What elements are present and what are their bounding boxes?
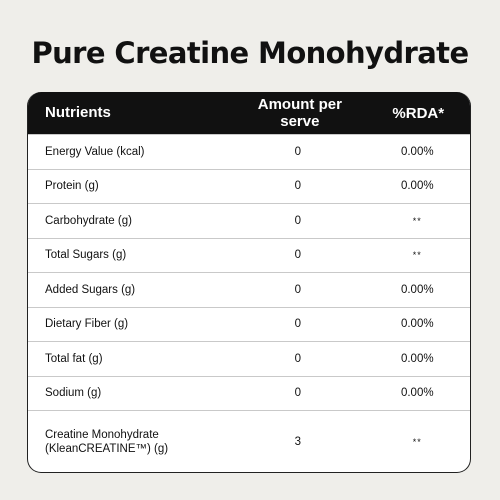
header-nutrients: Nutrients [45, 104, 111, 121]
table-row [28, 203, 470, 238]
rda-value: 0.00% [400, 318, 434, 331]
amount-value: 0 [294, 283, 302, 296]
amount-value: 3 [294, 435, 302, 448]
amount-value: 0 [294, 180, 302, 193]
table-row [28, 376, 470, 411]
table-row [28, 341, 470, 376]
rda-value: 0.00% [400, 283, 434, 296]
nutrition-table [27, 92, 471, 473]
nutrient-name-line2: (KleanCREATINE™) (g) [45, 442, 169, 455]
table-header [28, 92, 470, 134]
rda-value: ** [412, 215, 422, 226]
rda-value: 0.00% [400, 387, 434, 400]
nutrient-name: Added Sugars (g) [45, 283, 136, 296]
nutrient-name: Protein (g) [45, 180, 99, 193]
header-rda: %RDA* [392, 104, 445, 122]
table-row [28, 272, 470, 307]
nutrient-name-line1: Creatine Monohydrate [45, 428, 159, 441]
header-amount: Amount per serve [257, 96, 342, 130]
amount-value: 0 [294, 387, 302, 400]
amount-value: 0 [294, 318, 302, 331]
nutrient-name: Total Sugars (g) [45, 249, 127, 262]
amount-value: 0 [294, 352, 302, 365]
rda-value: 0.00% [400, 352, 434, 365]
table-row [28, 169, 470, 204]
nutrient-name: Total fat (g) [45, 352, 103, 365]
rda-value: 0.00% [400, 180, 434, 193]
nutrient-name [28, 428, 211, 456]
page-title: Pure Creatine Monohydrate [31, 36, 469, 70]
amount-value: 0 [294, 145, 302, 158]
rda-value: ** [412, 250, 422, 261]
table-row [28, 238, 470, 273]
amount-value: 0 [294, 249, 302, 262]
table-row [28, 134, 470, 169]
table-row [28, 307, 470, 342]
nutrient-name: Sodium (g) [45, 387, 102, 400]
nutrient-name: Dietary Fiber (g) [45, 318, 129, 331]
table-row [28, 410, 470, 472]
rda-value: 0.00% [400, 145, 434, 158]
nutrient-name: Carbohydrate (g) [45, 214, 132, 227]
nutrient-name: Energy Value (kcal) [45, 145, 145, 158]
amount-value: 0 [294, 214, 302, 227]
rda-value: ** [412, 436, 422, 447]
